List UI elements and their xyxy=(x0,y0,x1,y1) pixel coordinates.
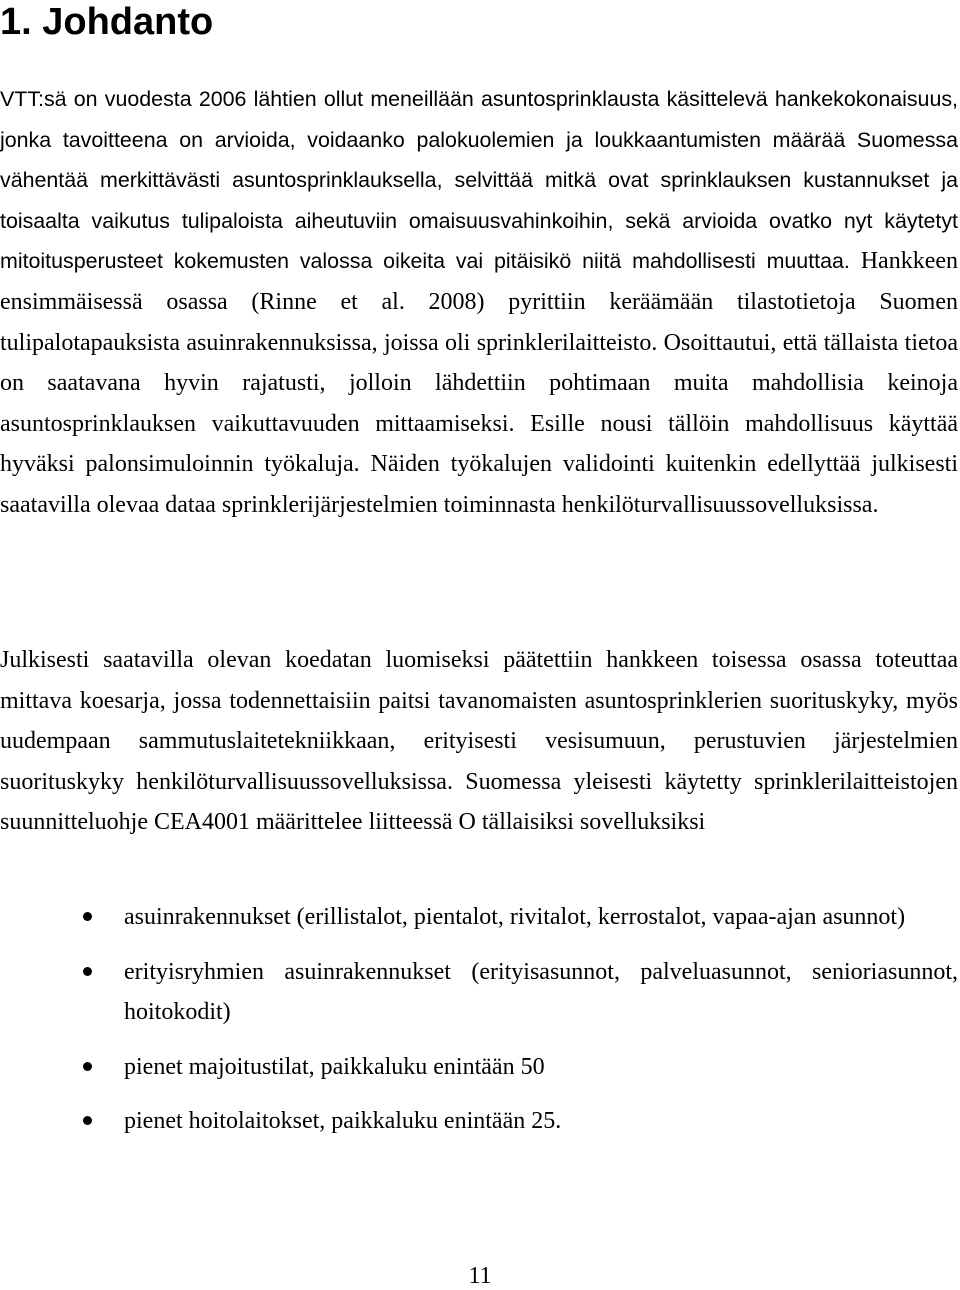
list-item xyxy=(0,897,958,938)
bullet-icon xyxy=(83,1062,92,1071)
paragraph-text: Hankkeen ensimmäisessä osassa (Rinne et al. 2008) pyrittiin keräämään tilastotietoja Suomen tulipalotapauksista asuinrakennuksissa, joissa oli sprinklerilaitteisto. Osoittautui, että tällaista tietoa on saatavana hyvin rajatusti, jolloin lähdettiin pohtimaan muita mahdollisia keinoja asuntosprinklauksen vaikuttavuuden mittaamiseksi. Esille nousi tällöin mahdollisuus käyttää hyväksi palonsimuloinnin työkaluja. Näiden työkalujen validointi kuitenkin edellyttää julkisesti saatavilla olevaa dataa sprinklerijärjestelmien toiminnasta henkilöturvallisuussovelluksissa. xyxy=(0,248,958,518)
list-item xyxy=(0,952,958,1033)
paragraph-lead-text: VTT:sä on vuodesta 2006 lähtien ollut meneillään asuntosprinklausta käsittelevä hankekokonaisuus, jonka tavoitteena on arvioida, voidaanko palokuolemien ja loukkaantumisten määrää Suomessa vähentää merkittävästi asuntosprinklauksella, selvittää mitkä ovat sprinklauksen kustannukset ja toisaalta vaikutus tulipaloista aiheutuviin omaisuusvahinkoihin, sekä arvioida ovatko nyt käytetyt mitoitusperusteet kokemusten valossa oikeita vai pitäisikö niitä mahdollisesti muuttaa. xyxy=(0,87,958,274)
list-item xyxy=(0,1101,958,1142)
paragraph-test-series: Julkisesti saatavilla olevan koedatan luomiseksi päätettiin hankkeen toisessa osassa toteuttaa mittava koesarja, jossa todennettaisiin paitsi tavanomaisten asuntosprinklerien suorituskyky, myös uudempaan sammutuslaitetekniikkaan, erityisesti vesisumuun, perustuvien järjestelmien suorituskyky henkilöturvallisuussovelluksissa. Suomessa yleisesti käytetty sprinklerilaitteistojen suunnitteluohje CEA4001 määrittelee liitteessä O tällaisiksi sovelluksiksi xyxy=(0,647,958,836)
bullet-icon xyxy=(83,912,92,921)
section-heading: 1. Johdanto xyxy=(0,1,214,43)
list-item xyxy=(0,1047,958,1088)
list-item-text: asuinrakennukset (erillistalot, pientalot, rivitalot, kerrostalot, vapaa-ajan asunnot) xyxy=(124,904,906,930)
page-number: 11 xyxy=(468,1263,492,1289)
bullet-icon xyxy=(83,967,92,976)
bullet-icon xyxy=(83,1116,92,1125)
application-list xyxy=(0,897,958,1156)
paragraph-introduction xyxy=(0,79,958,526)
list-item-text: pienet hoitolaitokset, paikkaluku enintään 25. xyxy=(124,1108,562,1135)
list-item-text: pienet majoitustilat, paikkaluku enintään 50 xyxy=(124,1053,545,1080)
list-item-text: erityisryhmien asuinrakennukset (erityisasunnot, palveluasunnot, senioriasunnot, hoitokodit) xyxy=(124,958,958,1026)
